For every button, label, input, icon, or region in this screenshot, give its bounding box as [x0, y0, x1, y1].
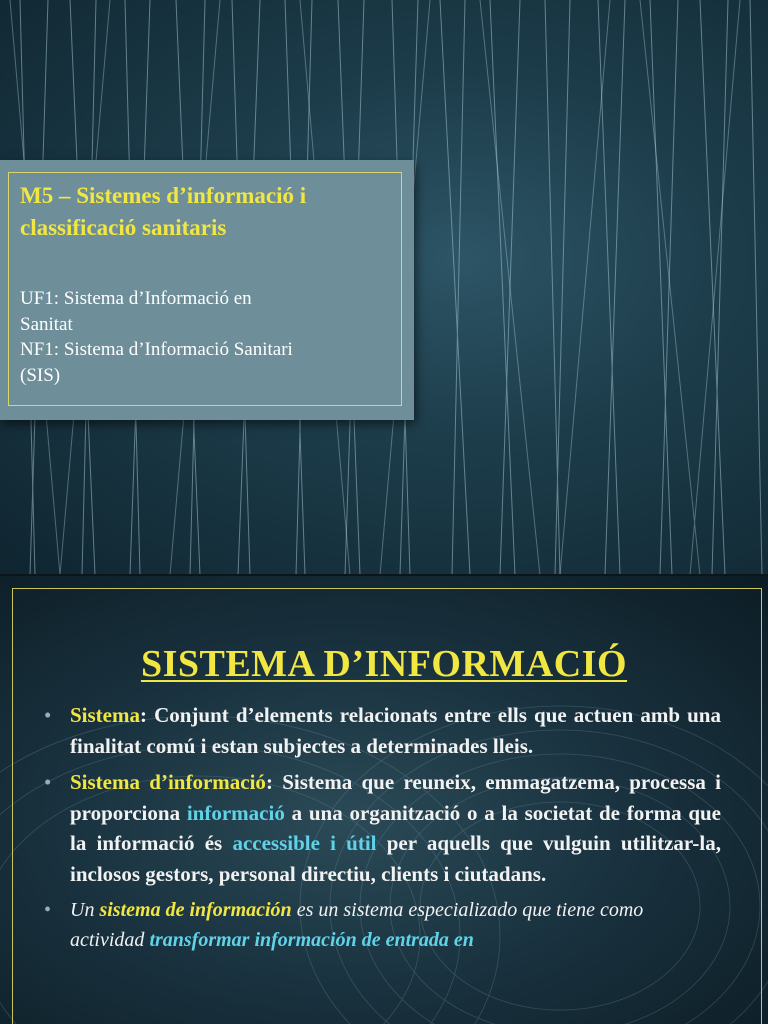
subtitle-line-2: Sanitat — [20, 313, 73, 335]
highlight-informacio: informació — [186, 800, 285, 825]
definition-part-3: per aquells que vulguin utilitzar-la, inclosos gestors, personal directiu, clients i ciutadans. — [70, 831, 722, 886]
definition-part-2: a una organització o a la societat de forma que la informació és — [70, 800, 722, 855]
content-slide — [0, 576, 768, 1024]
list-item — [44, 895, 721, 955]
bullet-icon: • — [44, 703, 52, 727]
list-item — [44, 767, 721, 889]
term-sistema-informacio: Sistema d’informació — [70, 770, 266, 794]
text-part-2: es un sistema especializado que tiene como actividad — [70, 899, 644, 951]
slide-subtitle — [20, 286, 400, 388]
slide-title-line-2: classificació sanitaris — [20, 215, 227, 240]
subtitle-line-1: UF1: Sistema d’Informació en — [20, 288, 252, 309]
subtitle-line-4: (SIS) — [20, 364, 61, 386]
term-sistema: Sistema — [70, 703, 140, 727]
definition-part-1: : Sistema que reuneix, emmagatzema, processa i proporciona — [70, 770, 721, 825]
bullet-icon: • — [44, 899, 52, 921]
highlight-transformar: transformar información de entrada en — [149, 929, 474, 951]
list-item — [44, 700, 721, 761]
term-sistema-informacion: sistema de información — [99, 899, 292, 921]
bullet-list — [44, 700, 721, 961]
subtitle-line-3: NF1: Sistema d’Informació Sanitari — [20, 339, 293, 360]
title-box — [0, 160, 414, 420]
slide-title-line-1: M5 – Sistemes d’informació i — [20, 183, 307, 208]
bullet-icon: • — [44, 770, 52, 794]
slide-heading: SISTEMA D’INFORMACIÓ — [140, 643, 628, 685]
text-part-1: Un — [70, 899, 100, 921]
slide-title — [20, 180, 400, 244]
definition-sistema: : Conjunt d’elements relacionats entre ells que actuen amb una finalitat comú i estan subjectes a determinades lleis. — [70, 703, 721, 758]
highlight-accessible: accessible i útil — [232, 831, 377, 855]
